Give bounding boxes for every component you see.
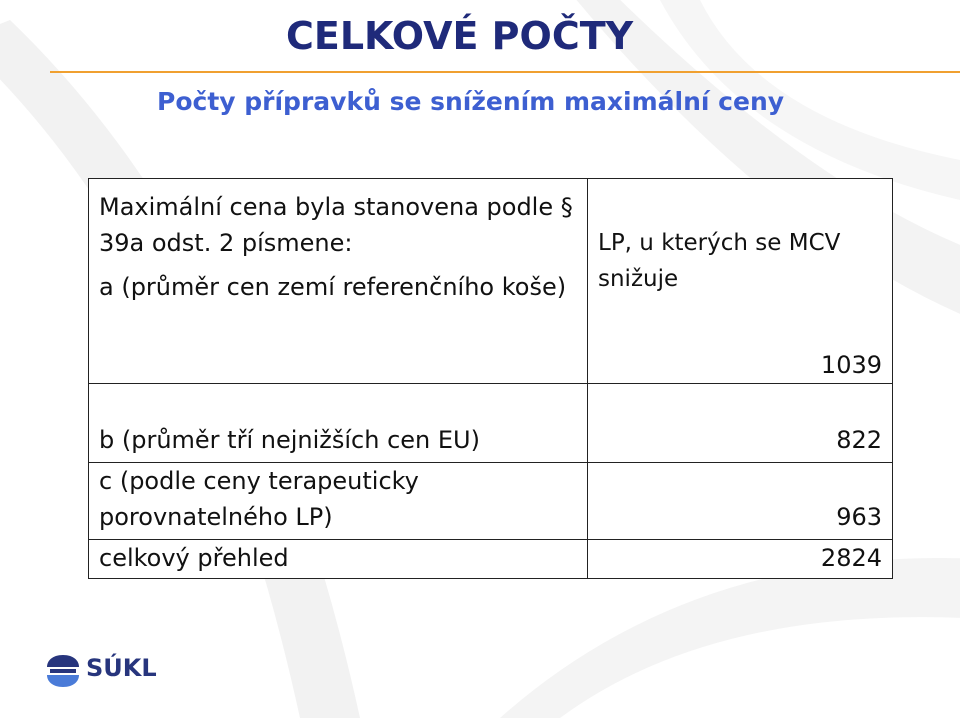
table-header-row [89,179,893,384]
row-a-value: 1039 [820,351,882,379]
row-a-label: a (průměr cen zemí referenčního koše) [99,273,567,301]
table-row-total [89,540,893,579]
table-header-label [89,179,588,384]
slide-subtitle: Počty přípravků se snížením maximální ceny [157,87,785,116]
sukl-logo [44,650,194,690]
slide-title: CELKOVÉ POČTY [286,14,634,58]
table-row [89,463,893,540]
header-value-text: LP, u kterých se MCV snižuje [598,230,841,292]
row-b-value: 822 [588,384,893,463]
table-header-value-label [588,179,893,384]
price-reduction-table [88,178,893,579]
logo-text: SÚKL [86,654,157,682]
row-c-label: c (podle ceny terapeuticky porovnatelného LP) [89,463,588,540]
row-b-label: b (průměr tří nejnižších cen EU) [89,384,588,463]
row-c-value: 963 [588,463,893,540]
header-label-text: Maximální cena byla stanovena podle § 39a odst. 2 písmene: [99,193,573,257]
table-row [89,384,893,463]
sukl-logo-icon [44,652,82,690]
total-label: celkový přehled [89,540,588,579]
title-divider [50,71,960,73]
total-value: 2824 [588,540,893,579]
